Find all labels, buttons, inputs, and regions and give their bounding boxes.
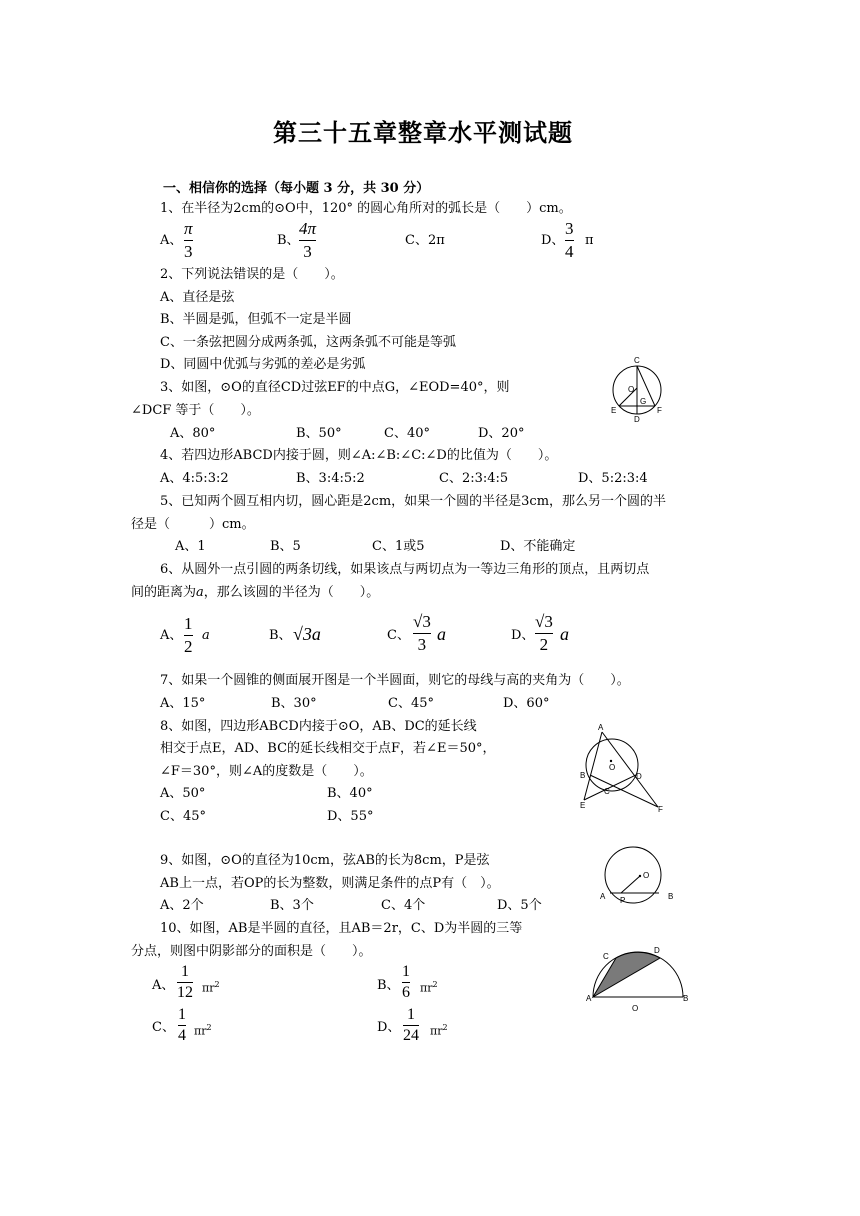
- q10-d-denominator: 24: [403, 1027, 419, 1044]
- page-title: 第三十五章整章水平测试题: [273, 118, 573, 147]
- q3-fig-label-o: O: [628, 385, 635, 394]
- q10-option-c-suffix: [194, 1020, 212, 1040]
- q1-a-numerator: π: [184, 219, 193, 238]
- q7-option-c: C、45°: [388, 696, 434, 711]
- q10-c-denominator: 4: [178, 1027, 186, 1044]
- q10-b-numerator: 1: [402, 963, 410, 980]
- q9-stem-line1: 9、如图，⊙O的直径为10cm，弦AB的长为8cm，P是弦: [160, 853, 490, 868]
- q4-option-c: C、2:3:4:5: [439, 471, 509, 486]
- q8-figure: [574, 720, 670, 816]
- q1-option-c: C、2π: [405, 233, 445, 248]
- q10-option-c-label: C、: [152, 1020, 175, 1035]
- q2-option-b: B、半圆是弧，但弧不一定是半圆: [160, 312, 352, 327]
- q7-option-a: A、15°: [160, 696, 206, 711]
- q9-option-d: D、5个: [497, 898, 542, 913]
- q6-option-d-label: D、: [511, 628, 535, 643]
- q5-option-b: B、5: [270, 539, 301, 554]
- q1-d-denominator: 4: [565, 242, 574, 261]
- q2-option-a: A、直径是弦: [160, 290, 235, 305]
- q10-fig-label-o: O: [632, 1004, 639, 1013]
- q8-fig-label-e: E: [580, 801, 586, 810]
- q10-a-exponent: 2: [214, 980, 220, 989]
- q1-b-numerator: 4π: [299, 219, 317, 238]
- q8-fig-label-o: O: [609, 763, 616, 772]
- q10-option-d-fraction: [403, 1006, 419, 1045]
- q10-fig-label-d: D: [654, 946, 660, 955]
- q2-stem: 2、下列说法错误的是（ ）。: [160, 267, 344, 282]
- q1-option-d-suffix: π: [585, 233, 594, 248]
- q10-option-d-suffix: [430, 1020, 448, 1040]
- q3-option-d: D、20°: [478, 426, 525, 441]
- q8-stem-line3: ∠F＝30°，则∠A的度数是（ ）。: [160, 764, 373, 779]
- q7-option-b: B、30°: [271, 696, 317, 711]
- q10-fig-label-a: A: [586, 994, 592, 1003]
- q3-stem-line1: 3、如图，⊙O的直径CD过弦EF的中点G，∠EOD=40°，则: [160, 380, 510, 395]
- q10-c-exponent: 2: [206, 1023, 212, 1032]
- q1-option-d-fraction: [565, 219, 574, 262]
- q6-c-numerator: √3: [413, 612, 431, 631]
- q1-option-a-label: A、: [160, 233, 183, 248]
- q6-stem-text-a: 间的距离为: [131, 585, 197, 600]
- q4-stem: 4、若四边形ABCD内接于圆，则∠A:∠B:∠C:∠D的比值为（ ）。: [160, 448, 558, 463]
- q3-fig-label-e: E: [611, 406, 617, 415]
- q10-d-exponent: 2: [442, 1023, 448, 1032]
- q10-b-pi-r: πr: [420, 981, 433, 995]
- q6-option-c-label: C、: [387, 628, 410, 643]
- q6-a-numerator: 1: [184, 614, 193, 633]
- q10-a-denominator: 12: [177, 984, 193, 1001]
- q3-fig-label-f: F: [657, 406, 662, 415]
- q10-b-denominator: 6: [402, 984, 410, 1001]
- q8-option-a: A、50°: [160, 786, 206, 801]
- q8-option-c: C、45°: [160, 809, 206, 824]
- q10-d-numerator: 1: [407, 1006, 415, 1023]
- q3-fig-label-d: D: [634, 415, 640, 424]
- q8-fig-label-a: A: [598, 723, 604, 732]
- q10-a-numerator: 1: [181, 963, 189, 980]
- q10-option-d-label: D、: [377, 1020, 401, 1035]
- q9-option-a: A、2个: [160, 898, 204, 913]
- q10-fig-label-b: B: [683, 994, 689, 1003]
- q4-option-b: B、3:4:5:2: [296, 471, 365, 486]
- q1-stem: 1、在半径为2cm的⊙O中，120° 的圆心角所对的弧长是（ ）cm。: [160, 201, 572, 216]
- q6-stem-line1: 6、从圆外一点引圆的两条切线，如果该点与两切点为一等边三角形的顶点，且两切点: [160, 562, 650, 577]
- q6-a-denominator: 2: [184, 637, 193, 656]
- q3-stem-line2: ∠DCF 等于（ ）。: [131, 403, 260, 418]
- q10-figure: [583, 945, 693, 1017]
- q6-stem-var: a: [196, 585, 204, 600]
- q2-option-c: C、一条弦把圆分成两条弧，这两条弧不可能是等弧: [160, 335, 456, 350]
- section-heading: 一、相信你的选择（每小题 3 分，共 30 分）: [163, 181, 430, 196]
- q6-option-b-value: √3a: [293, 624, 321, 644]
- q5-option-a: A、1: [175, 539, 206, 554]
- q6-d-denominator: 2: [539, 635, 549, 654]
- q10-option-b-label: B、: [377, 978, 400, 993]
- q6-option-d-fraction: [535, 612, 553, 655]
- q9-option-c: C、4个: [381, 898, 426, 913]
- q5-option-d: D、不能确定: [500, 539, 576, 554]
- q10-option-b-suffix: [420, 977, 438, 997]
- q9-figure: [596, 845, 686, 907]
- q9-stem-line2: AB上一点，若OP的长为整数，则满足条件的点P有（ ）。: [160, 876, 500, 891]
- q1-d-numerator: 3: [565, 219, 574, 238]
- q7-stem: 7、如果一个圆锥的侧面展开图是一个半圆面，则它的母线与高的夹角为（ ）。: [160, 673, 630, 688]
- q10-d-pi-r: πr: [430, 1024, 443, 1038]
- q3-figure: [605, 354, 675, 426]
- q10-stem-line1: 10、如图，AB是半圆的直径，且AB＝2r，C、D为半圆的三等: [160, 921, 523, 936]
- q3-fig-label-g: G: [640, 397, 647, 406]
- q6-option-d-var: a: [560, 624, 569, 644]
- q10-b-exponent: 2: [432, 980, 438, 989]
- q9-fig-label-a: A: [600, 892, 606, 901]
- q1-option-b-fraction: [299, 219, 316, 262]
- q8-fig-label-c: C: [604, 787, 610, 796]
- q8-fig-label-b: B: [580, 771, 586, 780]
- q6-option-b-label: B、: [269, 628, 292, 643]
- q10-a-pi-r: πr: [202, 981, 215, 995]
- q6-option-a-fraction: [184, 614, 193, 657]
- q1-a-denominator: 3: [184, 242, 193, 261]
- q6-c-denominator: 3: [417, 635, 427, 654]
- q3-option-b: B、50°: [296, 426, 342, 441]
- q10-option-c-fraction: [178, 1006, 186, 1045]
- q1-option-d-label: D、: [541, 233, 565, 248]
- q10-stem-line2: 分点，则图中阴影部分的面积是（ ）。: [131, 944, 372, 959]
- q6-option-c-fraction: [413, 612, 431, 655]
- q6-option-a-label: A、: [160, 628, 183, 643]
- q9-fig-label-o: O: [643, 871, 650, 880]
- q9-option-b: B、3个: [270, 898, 314, 913]
- q1-option-a-fraction: [184, 219, 193, 262]
- q3-option-a: A、80°: [170, 426, 216, 441]
- q5-stem-line2: 径是（ ）cm。: [131, 517, 255, 532]
- q5-option-c: C、1或5: [372, 539, 425, 554]
- q10-c-numerator: 1: [178, 1006, 186, 1023]
- q1-b-denominator: 3: [303, 242, 312, 261]
- q3-option-c: C、40°: [384, 426, 430, 441]
- q10-option-a-label: A、: [152, 978, 175, 993]
- q5-stem-line1: 5、已知两个圆互相内切，圆心距是2cm，如果一个圆的半径是3cm，那么另一个圆的半: [160, 494, 667, 509]
- q6-option-c-var: a: [437, 624, 446, 644]
- q6-stem-text-b: ，那么该圆的半径为（ ）。: [203, 585, 380, 600]
- q8-fig-label-d: D: [636, 772, 642, 781]
- q10-option-b-fraction: [402, 963, 410, 1002]
- q9-fig-label-p: P: [620, 896, 626, 905]
- q6-stem-line2: [131, 585, 379, 601]
- q8-stem-line1: 8、如图，四边形ABCD内接于⊙O，AB、DC的延长线: [160, 719, 477, 734]
- q4-option-d: D、5:2:3:4: [578, 471, 648, 486]
- q10-c-pi-r: πr: [194, 1024, 207, 1038]
- q4-option-a: A、4:5:3:2: [160, 471, 229, 486]
- q6-option-a-var: a: [202, 628, 210, 643]
- q8-stem-line2: 相交于点E，AD、BC的延长线相交于点F，若∠E＝50°，: [160, 741, 496, 756]
- q9-fig-label-b: B: [668, 892, 674, 901]
- q10-option-a-fraction: [177, 963, 193, 1002]
- q6-d-numerator: √3: [535, 612, 553, 631]
- q2-option-d: D、同圆中优弧与劣弧的差必是劣弧: [160, 357, 366, 372]
- q1-option-b-label: B、: [277, 233, 300, 248]
- q10-option-a-suffix: [202, 977, 220, 997]
- q10-fig-label-c: C: [603, 952, 609, 961]
- q8-option-d: D、55°: [327, 809, 374, 824]
- q3-fig-label-c: C: [634, 356, 640, 365]
- q8-fig-label-f: F: [658, 805, 663, 814]
- q7-option-d: D、60°: [503, 696, 550, 711]
- q8-option-b: B、40°: [327, 786, 373, 801]
